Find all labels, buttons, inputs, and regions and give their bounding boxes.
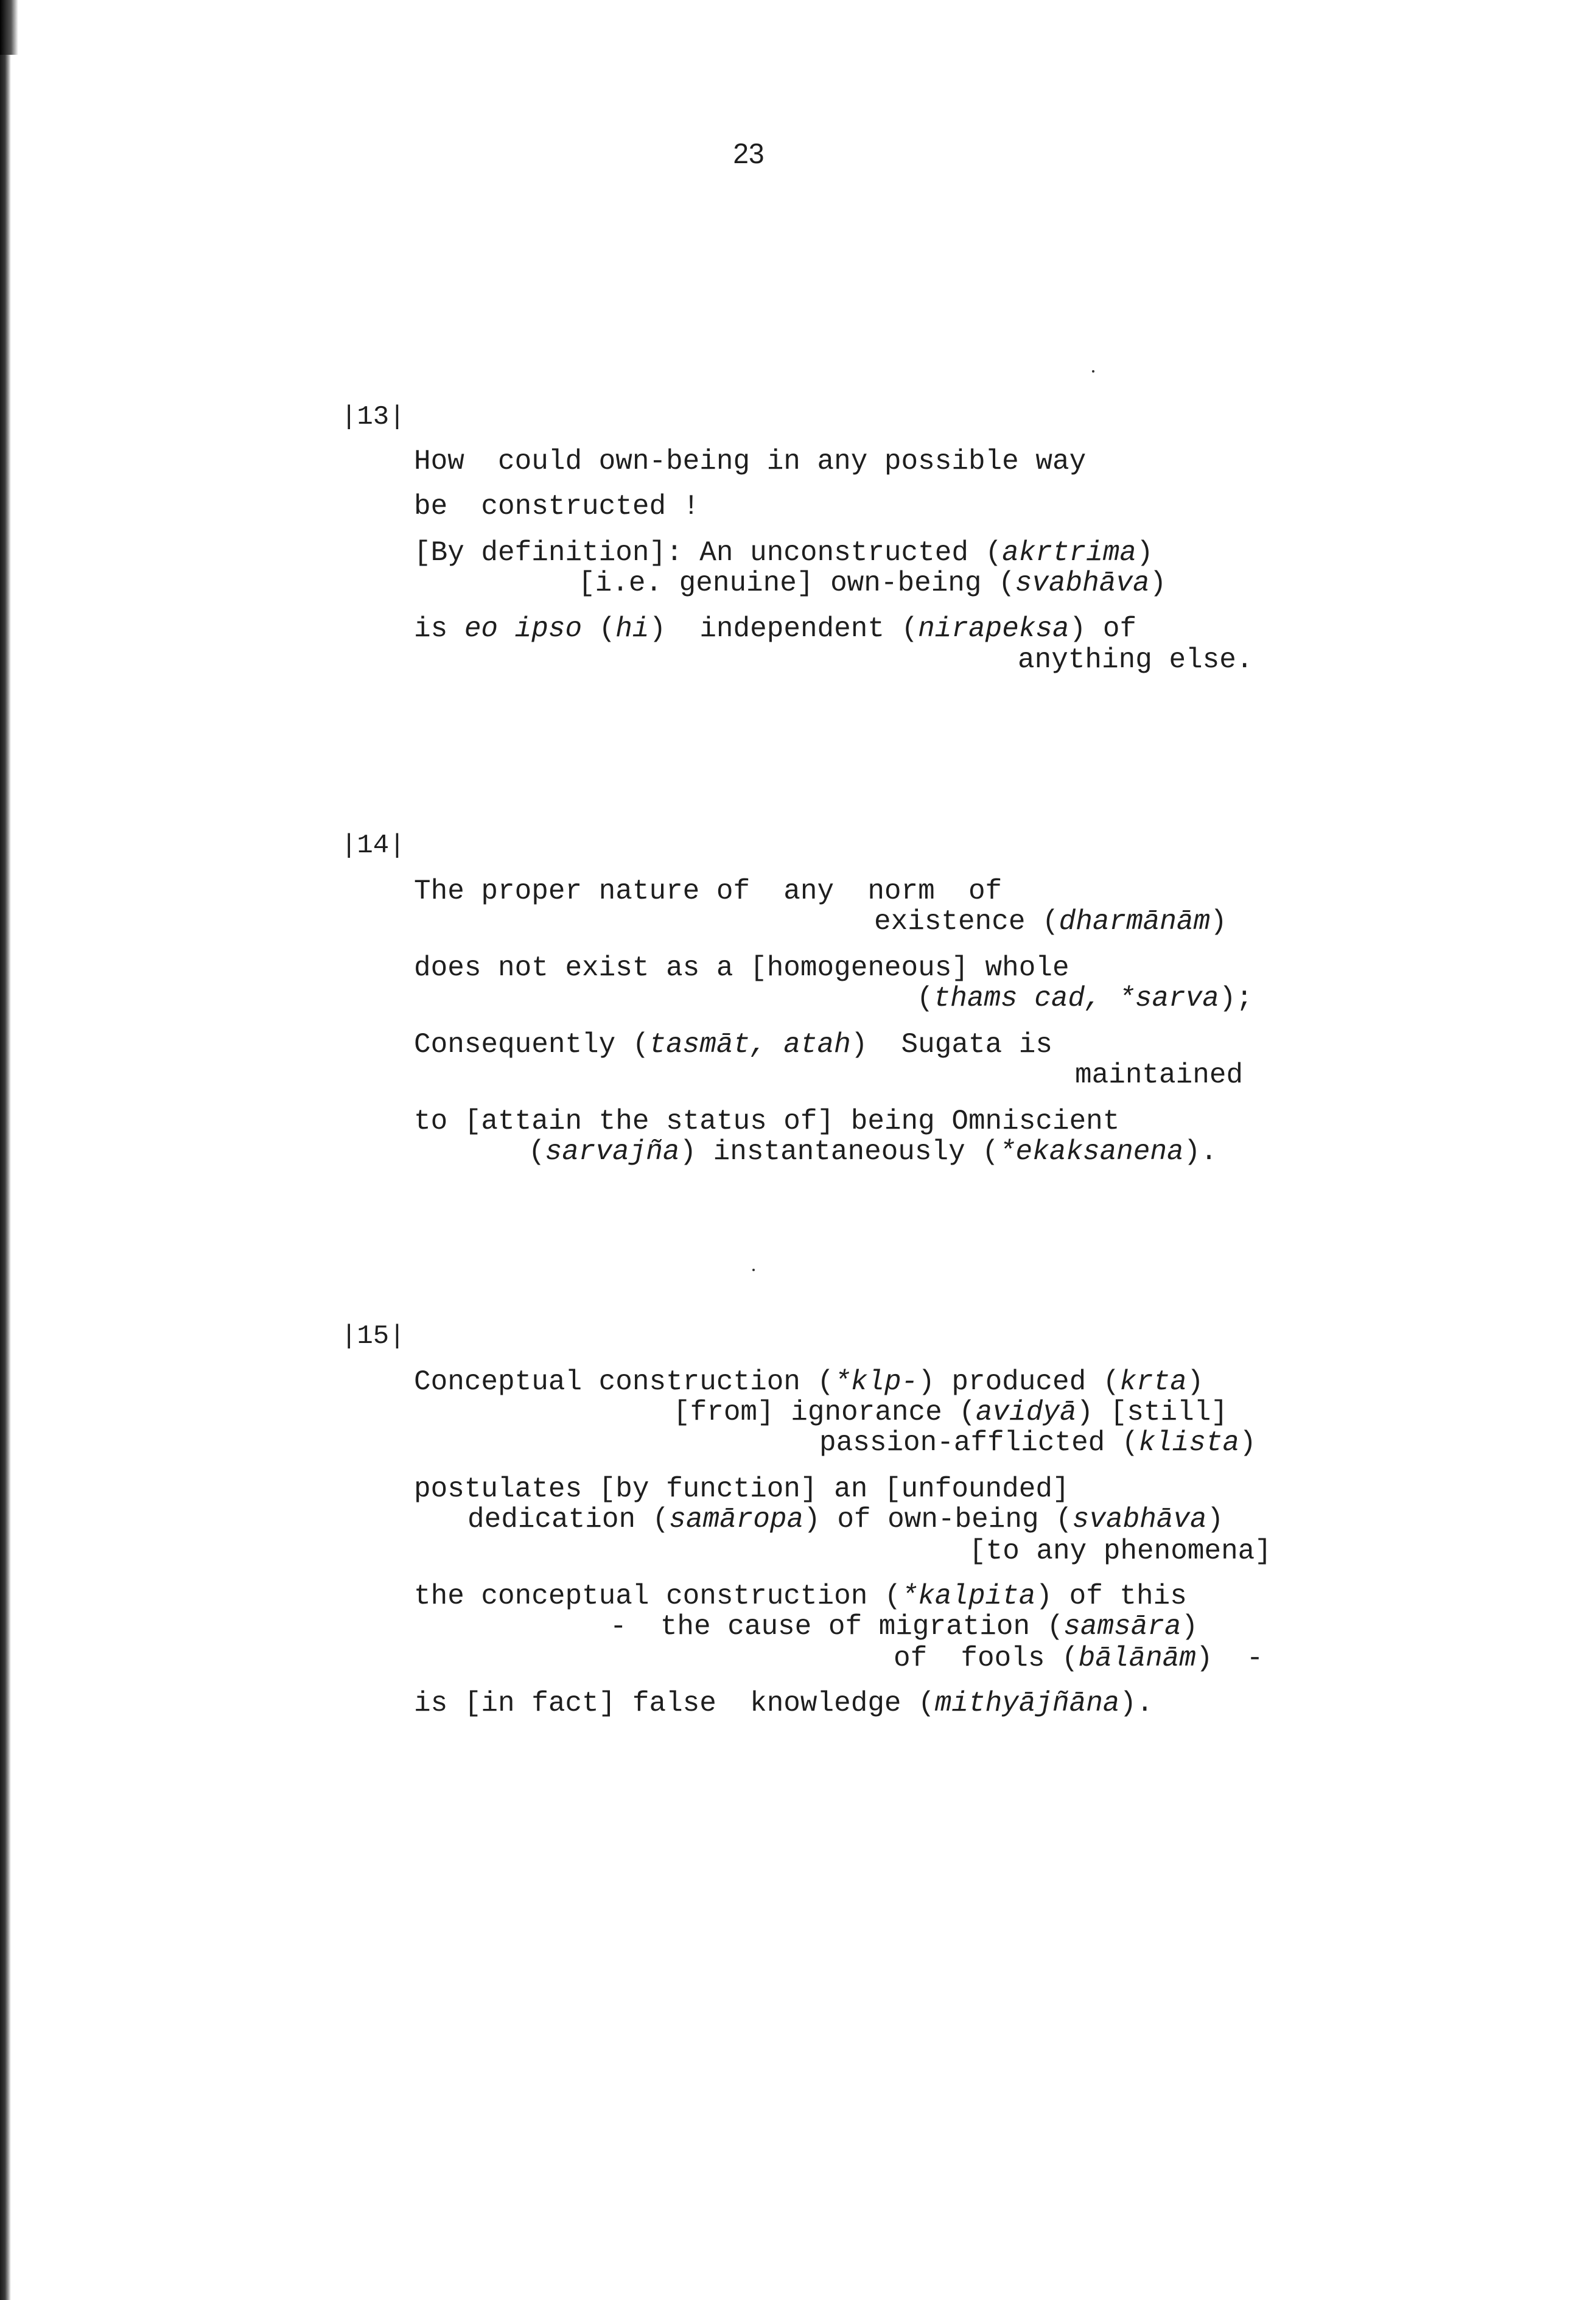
verse-number: |15| [341,1321,405,1352]
sanskrit-term: akrtrima [1002,537,1137,569]
sanskrit-term: nirapeksa [918,613,1069,645]
verse-line: [i.e. genuine] own-being (svabhāva) [578,567,1167,599]
verse-line: [to any phenomena] [969,1535,1272,1567]
verse-line: passion-afflicted (klista) [819,1427,1256,1459]
scan-border [0,0,11,2300]
sanskrit-term: *kalpita [901,1580,1036,1612]
sanskrit-term: avidyā [975,1397,1077,1428]
sanskrit-term: *klp- [834,1366,919,1398]
sanskrit-term: hi [615,613,649,645]
verse-line: anything else. [1018,644,1253,676]
verse-line: be constructed ! [414,491,700,522]
sanskrit-term: samāropa [669,1504,804,1535]
verse-line: How could own-being in any possible way [414,446,1087,477]
verse-line: The proper nature of any norm of [414,875,1003,907]
verse-line: to [attain the status of] being Omniscient [414,1106,1120,1137]
verse-line: is [in fact] false knowledge (mithyājñāna). [414,1688,1153,1719]
verse-line: existence (dharmānām) [874,906,1227,938]
verse-line: maintained [1075,1059,1244,1091]
sanskrit-term: tasmāt, atah [649,1029,851,1061]
sanskrit-term: *ekaksanena [998,1136,1184,1168]
verse-number: |13| [341,402,405,432]
verse-line: (thams cad, *sarva); [917,983,1253,1014]
sanskrit-term: sarvajña [545,1136,680,1168]
sanskrit-term: svabhāva [1072,1504,1207,1535]
scan-border-corner [0,0,18,55]
verse-line: (sarvajña) instantaneously (*ekaksanena). [528,1136,1217,1168]
verse-line: postulates [by function] an [unfounded] [414,1473,1069,1505]
verse-line: Conceptual construction (*klp-) produced (krta) [414,1366,1204,1398]
verse-line: is eo ipso (hi) independent (nirapeksa) of [414,613,1137,645]
sanskrit-term: samsāra [1063,1611,1181,1643]
scan-speck [752,1269,755,1271]
page-number: 23 [733,138,765,169]
sanskrit-term: krta [1119,1366,1187,1398]
scan-speck [1092,370,1094,373]
verse-line: the conceptual construction (*kalpita) of this [414,1580,1187,1612]
sanskrit-term: bālānām [1078,1643,1196,1674]
verse-number: |14| [341,830,405,861]
sanskrit-term: svabhāva [1015,567,1150,599]
verse-line: Consequently (tasmāt, atah) Sugata is [414,1029,1052,1061]
sanskrit-term: klista [1138,1427,1240,1459]
verse-line: does not exist as a [homogeneous] whole [414,952,1069,984]
verse-line: of fools (bālānām) - [894,1643,1264,1674]
verse-line: [from] ignorance (avidyā) [still] [673,1397,1228,1428]
verse-line: - the cause of migration (samsāra) [610,1611,1199,1643]
sanskrit-term: mithyājñāna [934,1688,1120,1719]
sanskrit-term: eo ipso [464,613,583,645]
sanskrit-term: thams cad, *sarva [933,983,1219,1014]
verse-line: [By definition]: An unconstructed (akrtrima) [414,537,1153,569]
sanskrit-term: dharmānām [1059,906,1211,938]
verse-line: dedication (samāropa) of own-being (svabhāva) [467,1504,1224,1535]
